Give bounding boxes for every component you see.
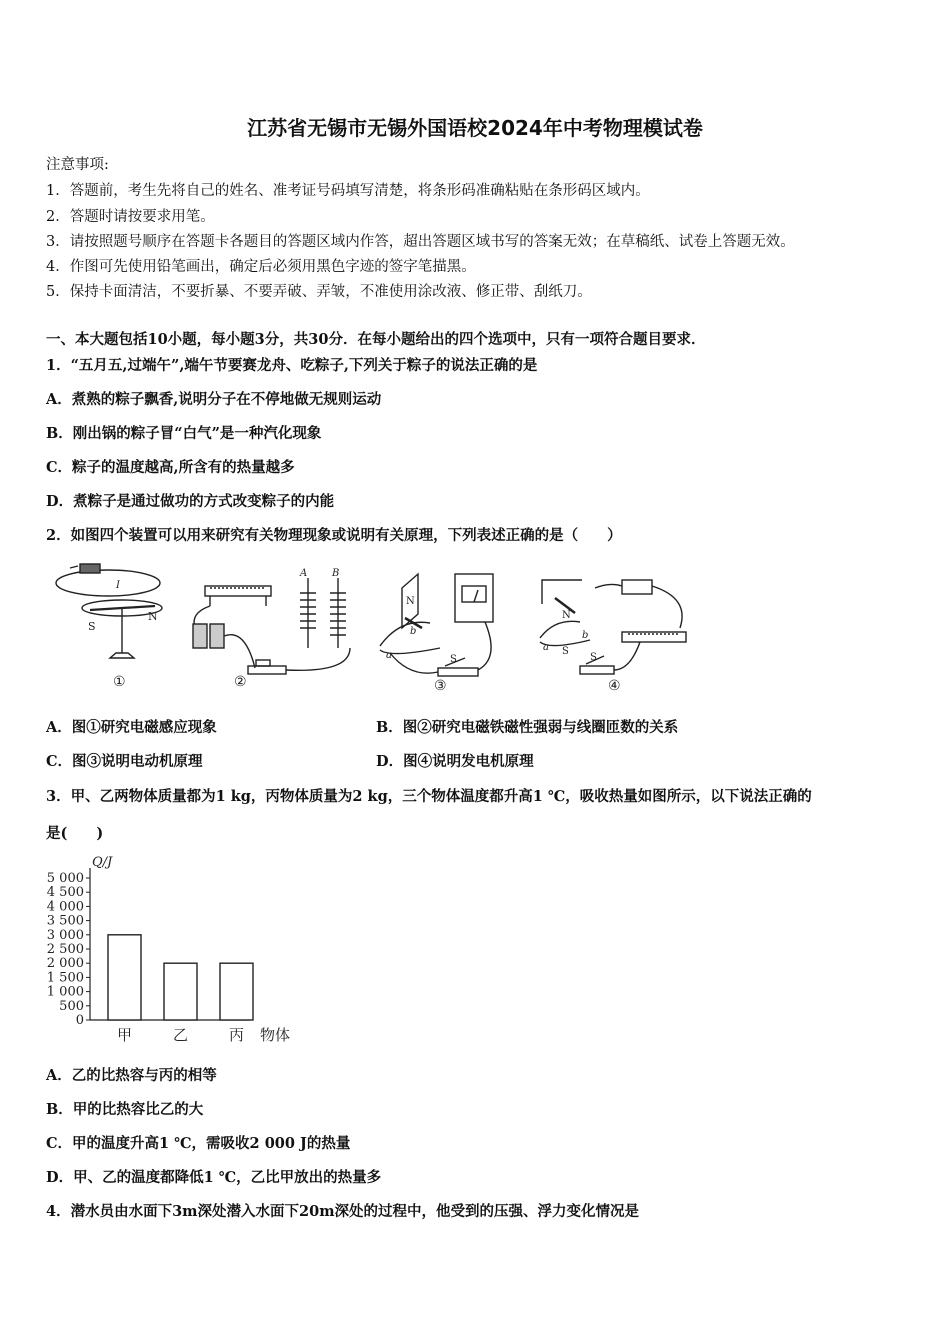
q3-option-b[interactable]: B．甲的比热容比乙的大 <box>46 1101 204 1118</box>
x-category-label: 丙 <box>228 1026 245 1044</box>
question-3-stem-cont: 是( ) <box>46 825 104 842</box>
y-tick-label: 4 500 <box>46 885 84 901</box>
question-1-stem: 1．“五月五,过端午”,端午节要赛龙舟、吃粽子,下列关于粽子的说法正确的是 <box>46 357 538 374</box>
question-2-stem: 2．如图四个装置可以用来研究有关物理现象或说明有关原理，下列表述正确的是（ ） <box>46 527 622 544</box>
y-tick-label: 4 000 <box>46 899 84 915</box>
fig4-label-a: a <box>543 642 549 653</box>
y-tick-label: 2 500 <box>46 942 84 957</box>
q3-option-c[interactable]: C．甲的温度升高1 ℃，需吸收2 000 J的热量 <box>46 1135 351 1152</box>
fig4-label-s: S <box>562 646 569 657</box>
figure-1-compass-wire <box>56 564 162 690</box>
notice-heading: 注意事项: <box>46 157 109 173</box>
q2-option-b[interactable]: B．图②研究电磁铁磁性强弱与线圈匝数的关系 <box>376 719 679 736</box>
question-4-stem: 4．潜水员由水面下3m深处潜入水面下20m深处的过程中，他受到的压强、浮力变化情况是 <box>46 1203 640 1220</box>
fig4-label-n: N <box>562 610 571 621</box>
bar-丙 <box>220 963 253 1020</box>
y-axis-label: Q/J <box>92 855 113 870</box>
figure-4-motor-setup <box>540 580 686 694</box>
fig1-label-n: N <box>148 610 158 623</box>
q2-apparatus-figure <box>50 558 700 698</box>
y-tick-label: 3 500 <box>46 913 84 929</box>
notice-item: 4．作图可先使用铅笔画出，确定后必须用黑色字迹的签字笔描黑。 <box>46 259 476 275</box>
q1-option-d[interactable]: D．煮粽子是通过做功的方式改变粽子的内能 <box>46 493 335 510</box>
fig1-number: ① <box>113 674 126 690</box>
q2-option-d[interactable]: D．图④说明发电机原理 <box>376 753 534 770</box>
fig3-label-n: N <box>406 596 415 607</box>
section-heading: 一、本大题包括10小题，每小题3分，共30分．在每小题给出的四个选项中，只有一项符合题目要求． <box>46 331 706 348</box>
q2-option-c[interactable]: C．图③说明电动机原理 <box>46 753 203 770</box>
q3-heat-chart <box>40 852 310 1052</box>
fig3-label-s: S <box>450 654 457 665</box>
notice-item: 3．请按照题号顺序在答题卡各题目的答题区域内作答，超出答题区域书写的答案无效；在草稿纸、试卷上答题无效。 <box>46 234 795 250</box>
bar-甲 <box>108 935 141 1020</box>
x-category-label: 乙 <box>172 1026 189 1044</box>
fig4-number: ④ <box>608 678 621 694</box>
page-title: 江苏省无锡市无锡外国语校2024年中考物理模试卷 <box>247 116 703 140</box>
figure-2-electromagnets <box>193 568 350 690</box>
fig2-label-b: B <box>332 568 340 579</box>
y-tick-label: 3 000 <box>46 927 84 943</box>
x-category-label: 甲 <box>116 1026 133 1044</box>
notice-item: 2．答题时请按要求用笔。 <box>46 209 215 225</box>
fig4-label-b: b <box>582 630 589 641</box>
fig1-label-i: I <box>116 580 120 591</box>
q2-option-a[interactable]: A．图①研究电磁感应现象 <box>46 719 217 736</box>
fig2-number: ② <box>234 674 247 690</box>
notice-item: 5．保持卡面清洁，不要折暴、不要弄破、弄皱，不准使用涂改液、修正带、刮纸刀。 <box>46 284 592 300</box>
fig2-label-a: A <box>300 568 308 579</box>
y-tick-label: 500 <box>59 998 84 1014</box>
bar-乙 <box>164 963 197 1020</box>
notice-item: 1．答题前，考生先将自己的姓名、准考证号码填写清楚，将条形码准确粘贴在条形码区域内。 <box>46 183 650 199</box>
y-tick-label: 1 000 <box>46 984 84 1000</box>
q1-option-c[interactable]: C．粽子的温度越高,所含有的热量越多 <box>46 459 295 476</box>
q3-option-d[interactable]: D．甲、乙的温度都降低1 ℃，乙比甲放出的热量多 <box>46 1169 382 1186</box>
y-tick-label: 2 000 <box>46 956 84 972</box>
fig3-number: ③ <box>434 678 447 694</box>
question-3-stem: 3．甲、乙两物体质量都为1 kg，丙物体质量为2 kg，三个物体温度都升高1 ℃，吸收热量如图所示，以下说法正确的 <box>46 788 812 805</box>
fig3-label-a: a <box>386 650 392 661</box>
fig4-label-switch: S <box>590 652 597 663</box>
x-axis-label: 物体 <box>260 1026 291 1044</box>
y-tick-label: 5 000 <box>46 871 84 886</box>
q1-option-b[interactable]: B．刚出锅的粽子冒“白气”是一种汽化现象 <box>46 425 322 442</box>
fig3-label-b: b <box>410 626 417 637</box>
q1-option-a[interactable]: A．煮熟的粽子飘香,说明分子在不停地做无规则运动 <box>46 391 382 408</box>
q3-option-a[interactable]: A．乙的比热容与丙的相等 <box>46 1067 217 1084</box>
figure-3-galvanometer-magnet <box>380 574 493 694</box>
y-tick-label: 1 500 <box>46 970 84 986</box>
fig1-label-s: S <box>88 620 96 633</box>
y-tick-label: 0 <box>75 1013 84 1028</box>
